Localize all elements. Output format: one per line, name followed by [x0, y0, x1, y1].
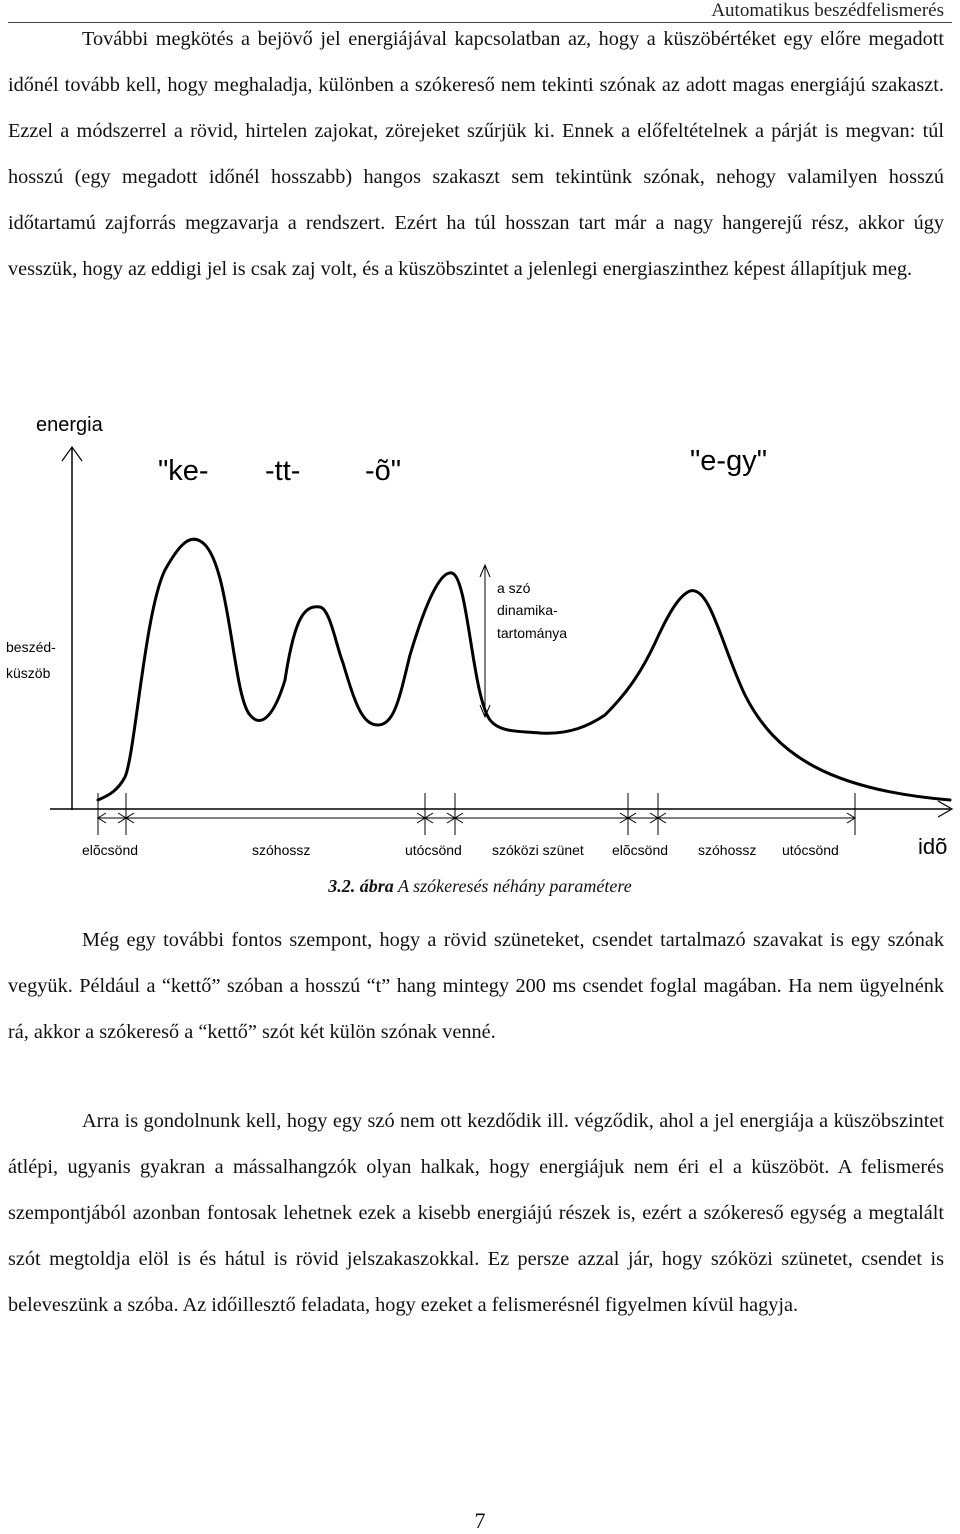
syllable-label: "ke-	[158, 455, 209, 487]
paragraph-1	[8, 16, 944, 292]
segment-label: szóközi szünet	[492, 842, 584, 858]
word2-label: "e-gy"	[690, 445, 768, 477]
figure-word-detection	[0, 395, 960, 875]
paragraph-2	[8, 917, 944, 1055]
segment-label: elõcsönd	[612, 842, 669, 858]
syllable-label: -õ"	[365, 455, 402, 487]
segment-label: szóhossz	[252, 842, 311, 858]
page-number: 7	[474, 1508, 486, 1533]
threshold-label-line2: küszöb	[6, 665, 51, 681]
y-axis-label: energia	[36, 414, 103, 436]
caption-number: 3.2. ábra	[328, 876, 394, 896]
running-header: Automatikus beszédfelismerés	[711, 0, 944, 21]
paragraph-1-text: További megkötés a bejövő jel energiájával kapcsolatban az, hogy a küszöbértéket egy előre megadott időnél tovább kell, hogy meghaladja, különben a szókereső nem tekinti szónak az adott magas energiájú szakaszt. Ezzel a módszerrel a rövid, hirtelen zajokat, zörejeket szűrjük ki. Ennek a előfeltételnek a párját is megvan: túl hosszú (egy megadott időnél hosszabb) hangos szakaszt sem tekintünk szónak, nehogy valamilyen hosszú időtartamú zajforrás megzavarja a rendszert. Ezért ha túl hosszan tart már a nagy hangerejű rész, akkor úgy vesszük, hogy az eddigi jel is csak zaj volt, és a küszöbszintet a jelenlegi energiaszinthez képest állapítjuk meg.	[8, 28, 944, 280]
range-label-line3: tartománya	[497, 625, 568, 641]
range-label-line2: dinamika-	[497, 602, 558, 618]
x-axis-label: idõ	[918, 834, 948, 859]
range-label-line1: a szó	[497, 580, 531, 596]
segment-label: utócsönd	[782, 842, 839, 858]
figure-svg	[0, 395, 960, 875]
paragraph-3	[8, 1098, 944, 1328]
caption-text: A szókeresés néhány paramétere	[397, 876, 632, 896]
segment-label: utócsönd	[405, 842, 462, 858]
segment-label: szóhossz	[698, 842, 757, 858]
segment-ticks	[98, 793, 855, 835]
threshold-label-line1: beszéd-	[6, 639, 56, 655]
segment-label: elõcsönd	[82, 842, 139, 858]
energy-curve	[98, 539, 950, 800]
paragraph-2-text: Még egy további fontos szempont, hogy a rövid szüneteket, csendet tartalmazó szavakat is egy szónak vegyük. Például a “kettő” szóban a hosszú “t” hang mintegy 200 ms csendet foglal magában. Ha nem ügyelnénk rá, akkor a szókereső a “kettő” szót két külön szónak venné.	[8, 929, 944, 1043]
figure-caption	[0, 874, 960, 898]
syllable-label: -tt-	[265, 455, 301, 487]
paragraph-3-text: Arra is gondolnunk kell, hogy egy szó nem ott kezdődik ill. végződik, ahol a jel energiája a küszöbszintet átlépi, ugyanis gyakran a mássalhangzók olyan halkak, hogy energiájuk nem éri el a küszöböt. A felismerés szempontjából azonban fontosak lehetnek ezek a kisebb energiájú részek is, ezért a szókereső egység a megtalált szót megtoldja elöl is és hátul is rövid jelszakaszokkal. Ez persze azzal jár, hogy szóközi szünetet, csendet is beleveszünk a szóba. Az időillesztő feladata, hogy ezeket a felismerésnél figyelmen kívül hagyja.	[8, 1110, 944, 1316]
